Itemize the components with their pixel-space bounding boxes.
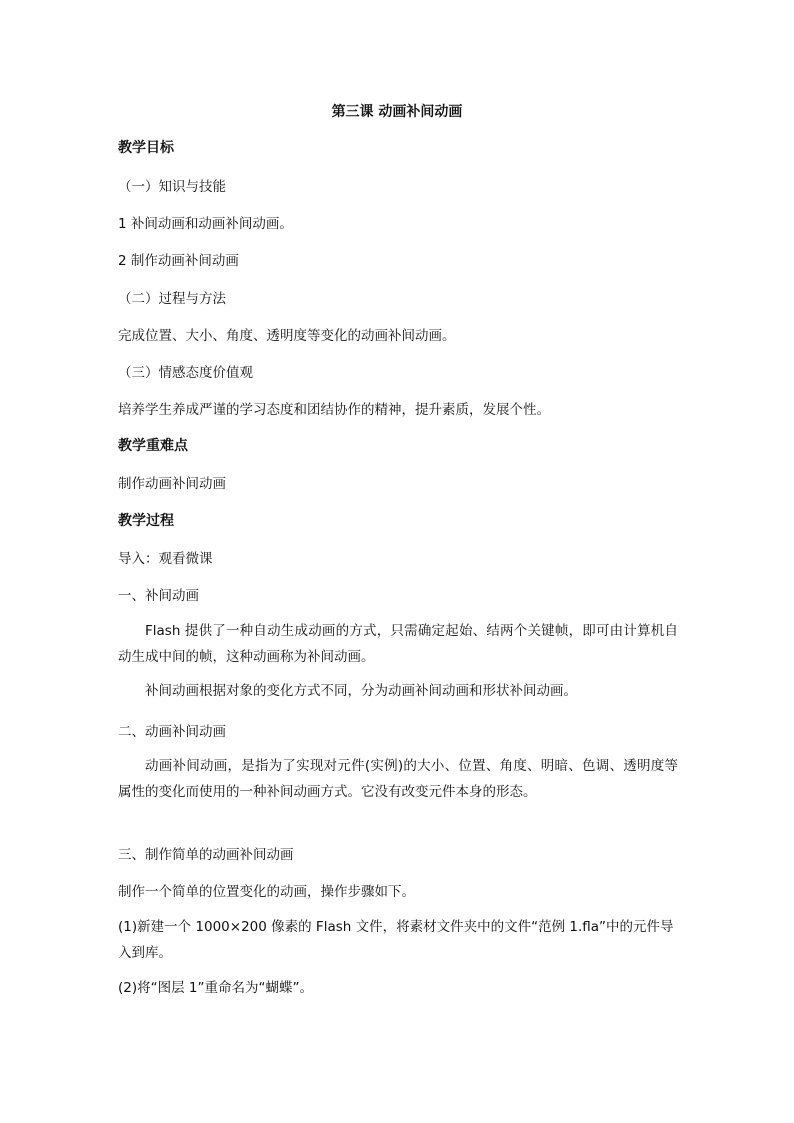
goal-item-2: 2 制作动画补间动画 [118, 253, 239, 269]
step-1: (1)新建一个 1000×200 像素的 Flash 文件，将素材文件夹中的文件“范例 1.fla”中的元件导入到库。 [118, 919, 674, 961]
process-method-text: 完成位置、大小、角度、透明度等变化的动画补间动画。 [118, 328, 456, 344]
section-2-heading: 二、动画补间动画 [118, 724, 226, 740]
heading-teaching-goals: 教学目标 [118, 140, 174, 156]
lesson-title: 第三课 动画补间动画 [331, 104, 463, 120]
heading-teaching-process: 教学过程 [118, 513, 174, 529]
subsection-emotion-values: （三）情感态度价值观 [118, 365, 253, 381]
goal-item-1: 1 补间动画和动画补间动画。 [118, 216, 293, 232]
emotion-values-text: 培养学生养成严谨的学习态度和团结协作的精神，提升素质，发展个性。 [118, 402, 550, 418]
paragraph-tween-definition: Flash 提供了一种自动生成动画的方式，只需确定起始、结两个关键帧，即可由计算机自动生成中间的帧，这种动画称为补间动画。 [118, 623, 678, 665]
step-2: (2)将“图层 1”重命名为“蝴蝶”。 [118, 980, 313, 996]
section-3-heading: 三、制作简单的动画补间动画 [118, 847, 294, 863]
steps-intro: 制作一个简单的位置变化的动画，操作步骤如下。 [118, 884, 415, 900]
heading-key-difficulties: 教学重难点 [118, 438, 188, 454]
paragraph-motion-tween: 动画补间动画，是指为了实现对元件(实例)的大小、位置、角度、明暗、色调、透明度等属性的变化而使用的一种补间动画方式。它没有改变元件本身的形态。 [118, 758, 678, 800]
paragraph-tween-types: 补间动画根据对象的变化方式不同，分为动画补间动画和形状补间动画。 [145, 683, 577, 699]
section-1-heading: 一、补间动画 [118, 588, 199, 604]
key-difficulty-text: 制作动画补间动画 [118, 476, 226, 492]
intro-text: 导入：观看微课 [118, 551, 213, 567]
subsection-knowledge-skills: （一）知识与技能 [118, 179, 226, 195]
subsection-process-method: （二）过程与方法 [118, 291, 226, 307]
